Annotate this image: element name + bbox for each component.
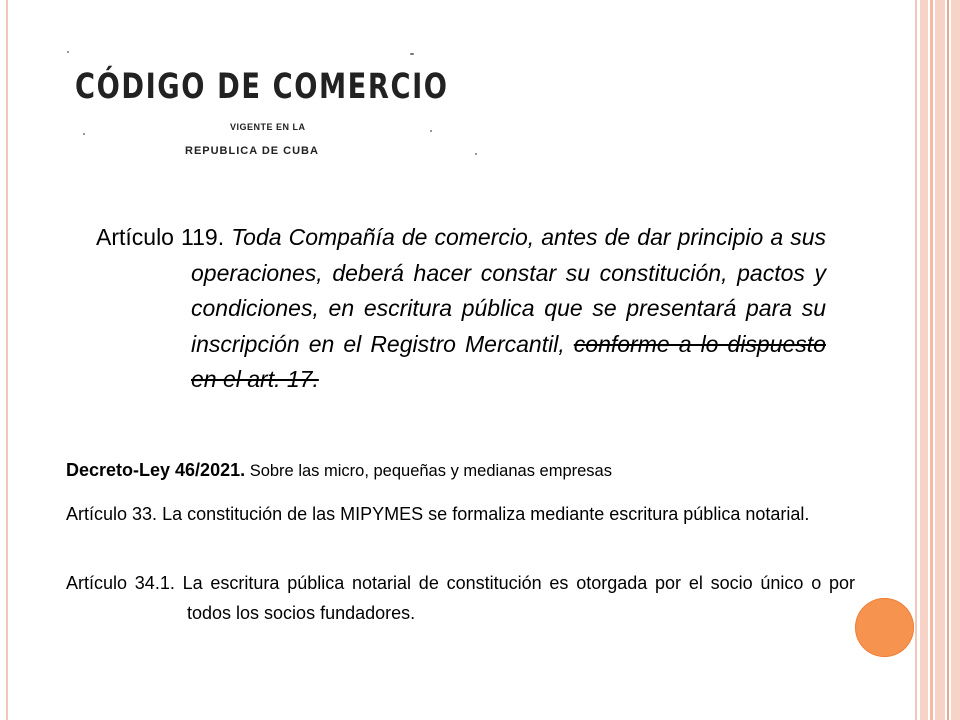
decorative-stripe — [935, 0, 945, 720]
decorative-orange-circle — [855, 598, 914, 657]
header-title: CÓDIGO DE COMERCIO — [75, 67, 449, 107]
codigo-de-comercio-header-scan — [65, 45, 505, 165]
article-119-text: Toda Compañía de comercio, antes de dar principio a sus operaciones, deberá hacer constar su constitución, pactos y condiciones, en escritura pública que se presentará para su inscripción en el Registro Mercantil, — [191, 224, 827, 357]
article-119-paragraph — [96, 220, 826, 398]
scan-speck — [67, 51, 69, 53]
decorative-stripe — [947, 0, 949, 720]
decorative-stripe — [951, 0, 960, 720]
decreto-subtitle: Sobre las micro, pequeñas y medianas empresas — [249, 462, 612, 480]
article-33-paragraph — [66, 499, 855, 529]
header-subtitle-line1: VIGENTE EN LA — [230, 122, 306, 132]
decreto-title: Decreto-Ley 46/2021. — [66, 460, 246, 480]
article-119-label: Artículo 119. — [96, 224, 225, 250]
article-33-text: La constitución de las MIPYMES se formaliza mediante escritura pública notarial. — [162, 504, 810, 524]
article-119-struck-text: conforme a lo dispuesto en el art. 17. — [191, 330, 826, 392]
header-subtitle-line2: REPUBLICA DE CUBA — [185, 145, 319, 157]
decreto-ley-heading — [66, 457, 866, 485]
scan-speck — [475, 153, 477, 155]
scan-speck — [430, 130, 432, 132]
article-34-paragraph — [66, 568, 855, 628]
scan-speck — [410, 53, 414, 55]
article-33-label: Artículo 33. — [66, 504, 158, 524]
article-34-label: Artículo 34.1. — [66, 573, 175, 593]
decorative-stripe — [930, 0, 933, 720]
scan-speck — [83, 133, 85, 135]
decorative-stripe — [920, 0, 928, 720]
article-34-text: La escritura pública notarial de constitución es otorgada por el socio único o por todos los socios fundadores. — [182, 573, 855, 623]
